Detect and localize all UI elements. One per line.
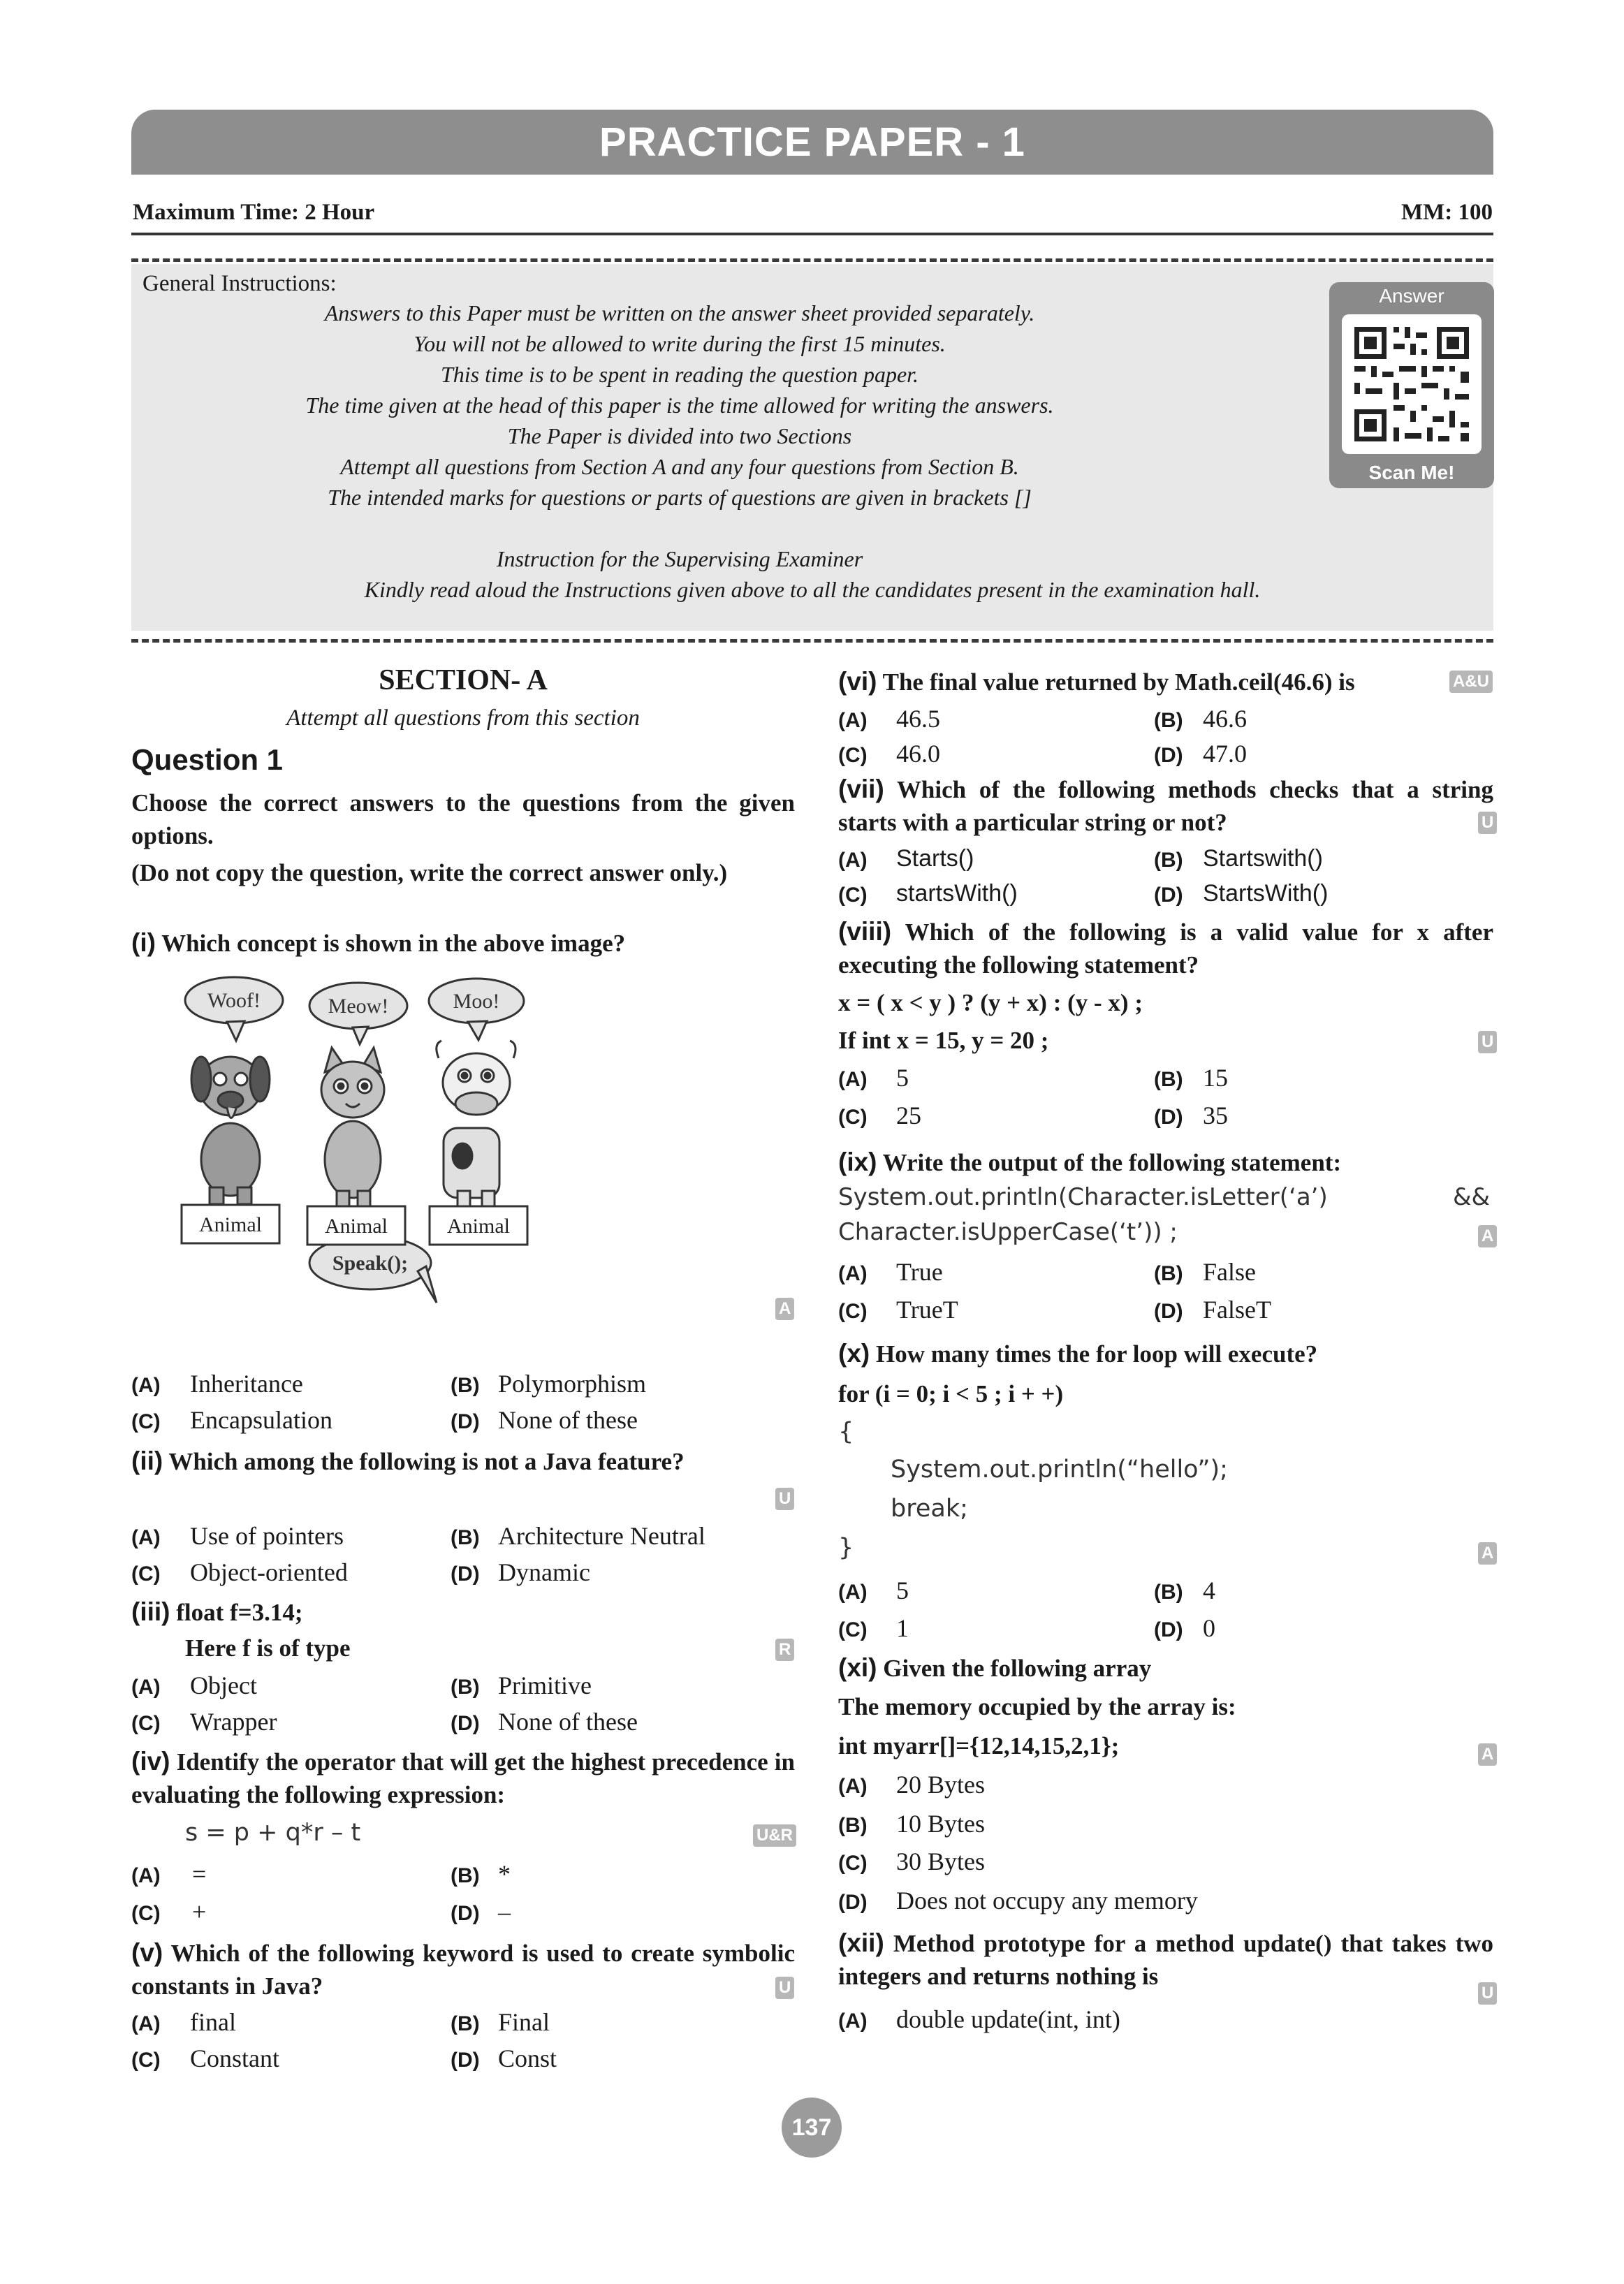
bubble-woof: Woof! — [207, 989, 261, 1012]
option-a: Use of pointers — [190, 1522, 344, 1550]
instruction-line: Answers to this Paper must be written on the answer sheet provided separately. — [324, 300, 1035, 325]
option-label: (A) — [131, 1374, 161, 1397]
question-text-2: The memory occupied by the array is: — [838, 1693, 1236, 1720]
option-label: (D) — [1154, 1618, 1183, 1641]
dashed-divider-top — [131, 258, 1493, 262]
difficulty-tag: U — [775, 1977, 794, 1999]
question-text: Given the following array — [883, 1655, 1152, 1682]
question-number: (i) — [131, 928, 156, 957]
option-label: (A) — [131, 1864, 161, 1887]
option-c: Constant — [190, 2044, 280, 2072]
option-b: Polymorphism — [498, 1370, 647, 1398]
option-d: None of these — [498, 1406, 638, 1434]
option-c: TrueT — [896, 1296, 958, 1324]
option-label: (C) — [838, 1618, 868, 1641]
question-vi — [838, 665, 1355, 698]
question-number: (xi) — [838, 1653, 877, 1682]
difficulty-tag: A — [775, 1298, 794, 1320]
option-label: (A) — [131, 1526, 161, 1549]
option-b: 46.6 — [1203, 705, 1247, 733]
animals-illustration — [161, 974, 552, 1310]
instruction-line: Attempt all questions from Section A and any four questions from Section B. — [340, 454, 1019, 479]
option-label: (C) — [131, 1902, 161, 1925]
option-label: (B) — [451, 1864, 480, 1887]
code-line: } — [838, 1534, 854, 1562]
code-line: break; — [891, 1495, 968, 1523]
question-number: (ii) — [131, 1447, 163, 1475]
option-d: – — [498, 1898, 511, 1926]
qr-label-top: Answer — [1379, 285, 1444, 307]
option-label: (D) — [451, 1562, 480, 1586]
option-d: Does not occupy any memory — [896, 1887, 1198, 1915]
box-label: Animal — [325, 1215, 388, 1238]
bubble-meow: Meow! — [328, 995, 389, 1018]
section-subtitle: Attempt all questions from this section — [286, 705, 640, 731]
code-line: Character.isUpperCase(‘t’)) ; — [838, 1218, 1178, 1246]
option-a: final — [190, 2008, 236, 2036]
question-number: (vi) — [838, 667, 877, 696]
option-d: 47.0 — [1203, 740, 1247, 768]
option-d: 35 — [1203, 1101, 1228, 1129]
option-label: (A) — [838, 1581, 868, 1604]
option-c: startsWith() — [896, 880, 1018, 907]
q1-intro: Choose the correct answers to the questions from the given options. — [131, 789, 795, 849]
code-line: x = ( x < y ) ? (y + x) : (y - x) ; — [838, 989, 1143, 1016]
option-a: Inheritance — [190, 1370, 303, 1398]
option-label: (A) — [838, 849, 868, 872]
option-b: Architecture Neutral — [498, 1522, 705, 1550]
option-a: 20 Bytes — [896, 1771, 986, 1799]
option-label: (A) — [838, 709, 868, 732]
title-bar — [131, 110, 1493, 175]
option-label: (B) — [451, 2012, 480, 2035]
question-i — [131, 926, 625, 960]
qr-card[interactable] — [1329, 282, 1494, 488]
bubble-speak: Speak(); — [332, 1252, 409, 1275]
option-label: (C) — [838, 1852, 868, 1875]
difficulty-tag: U — [1478, 1031, 1497, 1053]
question-text: Method prototype for a method update() that takes two integers and returns nothing is — [838, 1930, 1494, 1990]
option-label: (C) — [131, 2049, 161, 2072]
difficulty-tag: A — [1478, 1542, 1497, 1565]
option-d: None of these — [498, 1708, 638, 1736]
question-heading: Question 1 — [131, 743, 284, 776]
question-number: (xii) — [838, 1928, 884, 1957]
qr-code-icon — [1342, 314, 1482, 454]
box-label: Animal — [199, 1213, 262, 1236]
question-number: (ix) — [838, 1148, 877, 1176]
question-text: The final value returned by Math.ceil(46.6) is — [882, 668, 1355, 696]
supervisor-line: Kindly read aloud the Instructions given above to all the candidates present in the examination hall. — [364, 577, 1261, 602]
question-iii — [131, 1595, 303, 1629]
max-marks: MM: 100 — [1400, 200, 1493, 225]
difficulty-tag: A — [1478, 1743, 1497, 1766]
code-line: If int x = 15, y = 20 ; — [838, 1027, 1049, 1054]
option-c: + — [192, 1898, 207, 1926]
option-c: 25 — [896, 1101, 921, 1129]
option-a: Object — [190, 1671, 257, 1699]
option-label: (C) — [131, 1410, 161, 1433]
section-title: SECTION- A — [379, 664, 548, 696]
q1-note: (Do not copy the question, write the correct answer only.) — [131, 859, 728, 886]
question-text: float f=3.14; — [176, 1599, 303, 1626]
option-label: (B) — [1154, 1068, 1183, 1091]
option-label: (A) — [131, 2012, 161, 2035]
instruction-line: The time given at the head of this paper is the time allowed for writing the answers. — [305, 393, 1054, 418]
question-vii — [838, 773, 1493, 839]
question-xi — [838, 1651, 1151, 1685]
question-number: (v) — [131, 1938, 163, 1967]
question-text: Which among the following is not a Java feature? — [168, 1448, 685, 1475]
option-b: 4 — [1203, 1576, 1215, 1604]
question-number: (x) — [838, 1339, 870, 1368]
option-label: (C) — [838, 884, 868, 907]
header-rule — [131, 233, 1493, 235]
option-label: (C) — [131, 1712, 161, 1735]
option-label: (D) — [451, 1712, 480, 1735]
question-number: (iii) — [131, 1597, 170, 1626]
question-ix — [838, 1145, 1341, 1179]
instruction-line: This time is to be spent in reading the question paper. — [440, 362, 919, 387]
question-x — [838, 1337, 1317, 1370]
question-iv — [131, 1745, 795, 1811]
option-c: Encapsulation — [190, 1406, 332, 1434]
difficulty-tag: A — [1478, 1225, 1497, 1247]
instructions-heading: General Instructions: — [142, 271, 337, 296]
bubble-moo: Moo! — [453, 990, 500, 1013]
option-d: FalseT — [1203, 1296, 1271, 1324]
option-a: True — [896, 1258, 943, 1286]
option-label: (A) — [838, 2010, 868, 2033]
expression: s = p + q*r – t — [185, 1819, 361, 1847]
option-label: (D) — [451, 1902, 480, 1925]
page-number: 137 — [782, 2098, 842, 2158]
question-text: How many times the for loop will execute? — [875, 1340, 1318, 1368]
question-number: (viii) — [838, 917, 892, 946]
option-a: 46.5 — [896, 705, 940, 733]
option-label: (B) — [838, 1814, 868, 1837]
option-label: (A) — [838, 1775, 868, 1798]
code-line: int myarr[]={12,14,15,2,1}; — [838, 1732, 1120, 1759]
difficulty-tag: R — [775, 1639, 794, 1661]
option-label: (B) — [451, 1374, 480, 1397]
option-a: Starts() — [896, 845, 974, 872]
difficulty-tag: U — [1478, 1982, 1497, 2005]
option-label: (D) — [451, 1410, 480, 1433]
supervisor-heading: Instruction for the Supervising Examiner — [496, 546, 863, 571]
question-text: Which of the following keyword is used to create symbolic constants in Java? — [131, 1940, 795, 2000]
option-label: (D) — [1154, 884, 1183, 907]
option-a: 5 — [896, 1576, 909, 1604]
option-label: (A) — [838, 1068, 868, 1091]
option-label: (D) — [1154, 1300, 1183, 1323]
code-line: System.out.println(Character.isLetter(‘a’) — [838, 1183, 1328, 1211]
option-c: 1 — [896, 1614, 909, 1642]
option-a: double update(int, int) — [896, 2005, 1120, 2033]
option-label: (D) — [1154, 1106, 1183, 1129]
difficulty-tag: U&R — [753, 1824, 796, 1847]
difficulty-tag: U — [775, 1488, 794, 1510]
option-label: (D) — [838, 1891, 868, 1914]
question-text: Identify the operator that will get the highest precedence in evaluating the following expression: — [131, 1748, 795, 1808]
option-label: (D) — [451, 2049, 480, 2072]
code-operator: && — [1453, 1183, 1491, 1211]
option-c: Object-oriented — [190, 1558, 348, 1586]
instruction-line: The intended marks for questions or parts of questions are given in brackets [] — [328, 485, 1032, 510]
option-c: 46.0 — [896, 740, 940, 768]
option-b: Startswith() — [1203, 845, 1323, 872]
question-text: Which of the following methods checks that a string starts with a particular string or not? — [838, 776, 1493, 836]
paper-title: PRACTICE PAPER - 1 — [599, 119, 1025, 165]
code-line: System.out.println(“hello”); — [891, 1456, 1228, 1484]
question-xii — [838, 1926, 1493, 1993]
option-a: = — [192, 1860, 207, 1888]
option-label: (B) — [451, 1676, 480, 1699]
instruction-line: You will not be allowed to write during the first 15 minutes. — [414, 331, 946, 356]
question-text: Write the output of the following statement: — [882, 1149, 1342, 1176]
option-b: 10 Bytes — [896, 1810, 986, 1838]
option-label: (C) — [838, 744, 868, 767]
option-b: Primitive — [498, 1671, 592, 1699]
option-b: False — [1203, 1258, 1256, 1286]
option-b: 15 — [1203, 1064, 1228, 1092]
option-a: 5 — [896, 1064, 909, 1092]
question-v — [131, 1936, 795, 2003]
option-label: (B) — [1154, 709, 1183, 732]
dashed-divider-bottom — [131, 639, 1493, 643]
option-label: (C) — [838, 1300, 868, 1323]
option-label: (C) — [838, 1106, 868, 1129]
difficulty-tag: U — [1478, 812, 1497, 834]
code-line: for (i = 0; i < 5 ; i + +) — [838, 1380, 1064, 1407]
option-label: (B) — [1154, 1262, 1183, 1285]
option-d: Const — [498, 2044, 557, 2072]
option-b: Final — [498, 2008, 550, 2036]
option-label: (B) — [451, 1526, 480, 1549]
option-label: (B) — [1154, 849, 1183, 872]
question-number: (vii) — [838, 775, 884, 803]
question-viii — [838, 915, 1493, 981]
question-text-2: Here f is of type — [185, 1634, 351, 1662]
option-b: * — [498, 1860, 511, 1888]
option-d: StartsWith() — [1203, 880, 1329, 907]
question-text: Which concept is shown in the above image? — [161, 930, 626, 957]
difficulty-tag: A&U — [1449, 671, 1493, 693]
option-label: (B) — [1154, 1581, 1183, 1604]
option-label: (A) — [131, 1676, 161, 1699]
question-number: (iv) — [131, 1747, 170, 1776]
qr-label-bottom: Scan Me! — [1368, 462, 1455, 483]
code-line: { — [838, 1418, 854, 1446]
option-c: 30 Bytes — [896, 1847, 986, 1875]
max-time: Maximum Time: 2 Hour — [133, 200, 375, 225]
option-d: 0 — [1203, 1614, 1215, 1642]
instruction-line: The Paper is divided into two Sections — [507, 423, 852, 448]
option-c: Wrapper — [190, 1708, 277, 1736]
option-label: (D) — [1154, 744, 1183, 767]
question-text: Which of the following is a valid value for x after executing the following statement? — [838, 918, 1493, 979]
option-label: (A) — [838, 1262, 868, 1285]
option-d: Dynamic — [498, 1558, 590, 1586]
box-label: Animal — [447, 1215, 510, 1238]
option-label: (C) — [131, 1562, 161, 1586]
question-ii — [131, 1444, 685, 1478]
